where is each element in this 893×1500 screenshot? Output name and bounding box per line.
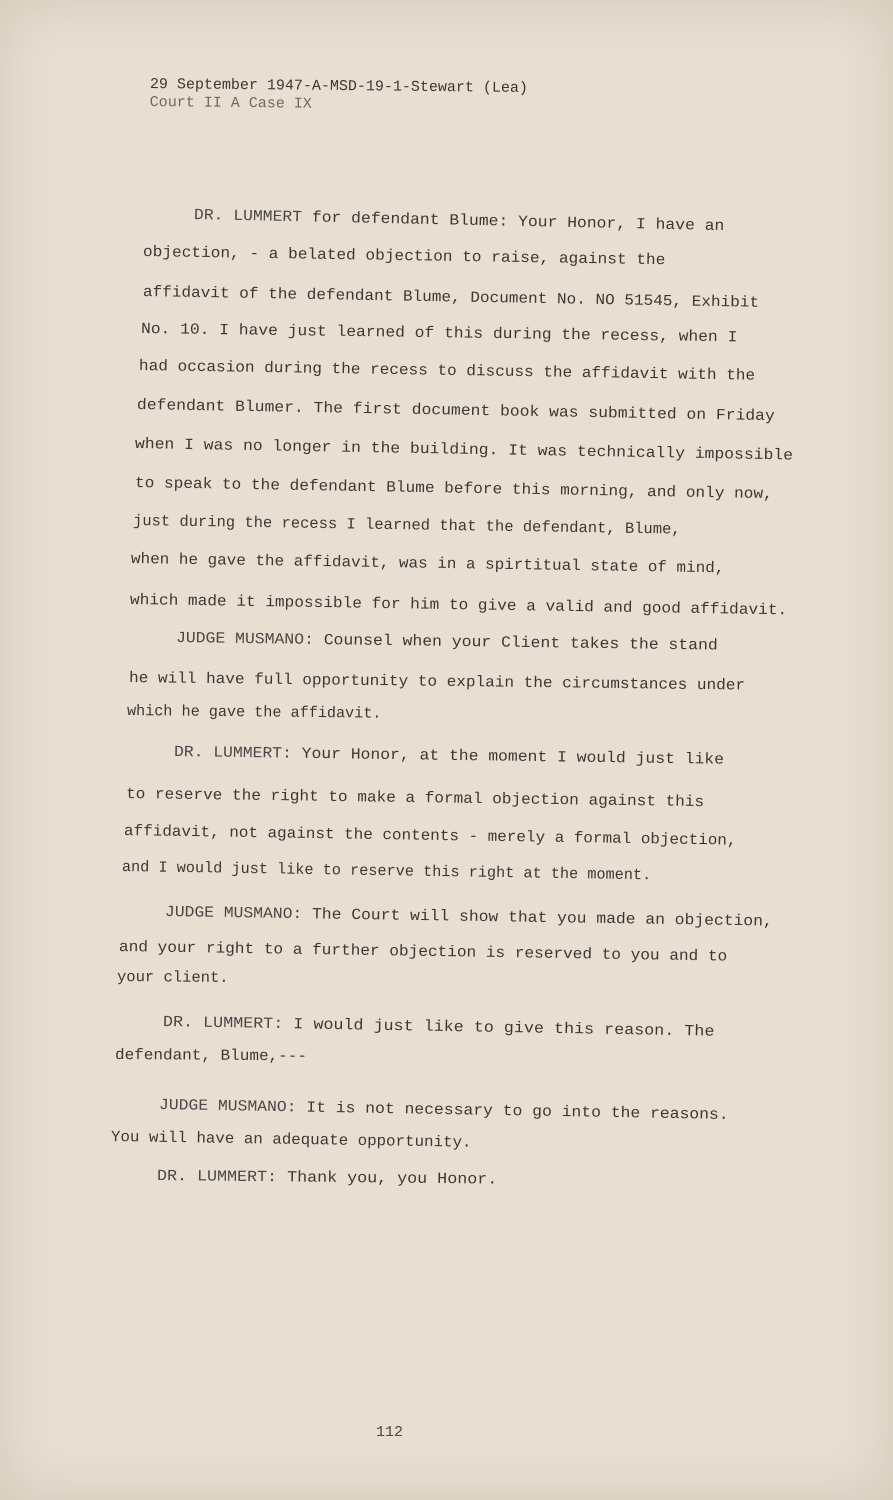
header-line-1: 29 September 1947-A-MSD-19-1-Stewart (Lea) — [149, 76, 529, 97]
transcript-line — [143, 283, 759, 312]
transcript-line — [117, 968, 229, 987]
line-text: It is not necessary to go into the reasons. — [296, 1098, 729, 1124]
transcript-line — [143, 243, 666, 269]
line-text: The Court will show that you made an objection, — [302, 905, 773, 931]
transcript-line — [133, 512, 681, 539]
transcript-line — [159, 1096, 729, 1124]
transcript-line — [131, 550, 725, 577]
line-text: when I was no longer in the building. It was technically impossible — [134, 435, 794, 465]
speaker-label: JUDGE MUSMANO: — [175, 629, 315, 649]
line-text: No. 10. I have just learned of this during the recess, when I — [140, 320, 738, 347]
line-text: and your right to a further objection is reserved to you and to — [118, 938, 728, 966]
transcript-line — [115, 1046, 307, 1065]
line-text: defendant, Blume,--- — [114, 1046, 308, 1066]
transcript-line — [119, 938, 727, 966]
line-text: had occasion during the recess to discuss the affidavit with the — [138, 357, 756, 385]
transcript-line — [163, 1013, 715, 1041]
transcript-line — [127, 702, 382, 723]
line-text: affidavit of the defendant Blume, Document No. NO 51545, Exhibit — [142, 283, 760, 312]
transcript-line — [129, 669, 745, 695]
speaker-label: DR. LUMMERT: — [173, 743, 292, 763]
line-text: Thank you, you Honor. — [277, 1168, 498, 1189]
transcript-line — [130, 591, 787, 619]
transcript-line — [139, 357, 755, 385]
line-text: which he gave the affidavit. — [126, 702, 382, 723]
speaker-label: JUDGE MUSMANO: — [158, 1096, 297, 1117]
line-text: affidavit, not against the contents - merely a formal objection, — [123, 822, 737, 850]
line-text: to speak to the defendant Blume before this morning, and only now, — [134, 474, 773, 504]
speaker-label: DR. LUMMERT: — [162, 1013, 284, 1034]
transcript-line — [194, 206, 725, 235]
transcript-line — [141, 320, 738, 346]
transcript-line — [111, 1128, 472, 1152]
transcript-line — [165, 903, 773, 931]
transcript-line — [135, 435, 793, 464]
line-text: for defendant Blume: Your Honor, I have an — [301, 208, 725, 236]
line-text: to reserve the right to make a formal objection against this — [125, 785, 705, 812]
speaker-label: JUDGE MUSMANO: — [164, 903, 303, 924]
speaker-label: DR. LUMMERT — [193, 206, 303, 227]
transcript-line — [176, 629, 718, 655]
line-text: objection, - a belated objection to raise, against the — [142, 243, 666, 270]
transcript-line — [126, 785, 704, 811]
line-text: defendant Blumer. The first document book was submitted on Friday — [136, 396, 775, 426]
line-text: when he gave the affidavit, was in a spirtitual state of mind, — [130, 550, 725, 578]
line-text: and I would just like to reserve this right at the moment. — [121, 858, 652, 885]
transcript-line — [157, 1167, 497, 1189]
line-text: You will have an adequate opportunity. — [110, 1128, 472, 1152]
line-text: I would just like to give this reason. The — [283, 1015, 715, 1041]
transcript-line — [174, 743, 724, 769]
page-number: 112 — [376, 1424, 404, 1441]
transcript-line — [135, 474, 773, 503]
header-line-2: Court II A Case IX — [149, 93, 312, 113]
line-text: Your Honor, at the moment I would just like — [291, 744, 725, 769]
line-text: Counsel when your Client takes the stand — [313, 630, 718, 655]
line-text: your client. — [116, 968, 229, 987]
transcript-line — [122, 858, 651, 884]
speaker-label: DR. LUMMERT: — [156, 1167, 278, 1187]
line-text: just during the recess I learned that the defendant, Blume, — [132, 512, 681, 539]
transcript-line — [124, 822, 737, 850]
line-text: which made it impossible for him to give a valid and good affidavit. — [129, 591, 788, 620]
transcript-line — [137, 396, 775, 425]
line-text: he will have full opportunity to explain the circumstances under — [128, 669, 746, 695]
